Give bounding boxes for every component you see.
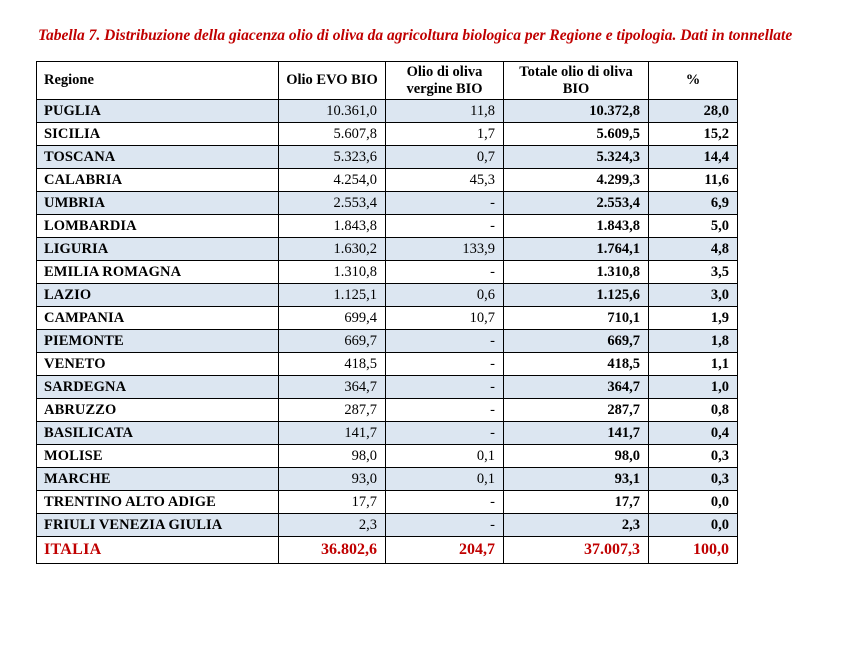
column-header-totale-olio-bio: Totale olio di oliva BIO bbox=[504, 61, 649, 99]
cell-regione: TRENTINO ALTO ADIGE bbox=[37, 491, 279, 514]
cell-percentuale: 6,9 bbox=[649, 192, 738, 215]
cell-olio-evo-bio: 141,7 bbox=[279, 422, 386, 445]
table-row bbox=[37, 376, 738, 399]
cell-olio-vergine-bio: - bbox=[386, 215, 504, 238]
cell-regione: UMBRIA bbox=[37, 192, 279, 215]
cell-percentuale: 4,8 bbox=[649, 238, 738, 261]
table-row bbox=[37, 514, 738, 537]
cell-olio-evo-bio: 699,4 bbox=[279, 307, 386, 330]
cell-percentuale: 0,3 bbox=[649, 468, 738, 491]
cell-regione: ITALIA bbox=[37, 537, 279, 564]
cell-totale-olio-bio: 1.125,6 bbox=[504, 284, 649, 307]
cell-olio-vergine-bio: - bbox=[386, 330, 504, 353]
cell-olio-evo-bio: 669,7 bbox=[279, 330, 386, 353]
table-row bbox=[37, 353, 738, 376]
cell-totale-olio-bio: 669,7 bbox=[504, 330, 649, 353]
table-row bbox=[37, 238, 738, 261]
cell-olio-vergine-bio: 0,1 bbox=[386, 445, 504, 468]
table-row bbox=[37, 100, 738, 123]
cell-olio-evo-bio: 10.361,0 bbox=[279, 100, 386, 123]
cell-olio-evo-bio: 5.323,6 bbox=[279, 146, 386, 169]
cell-totale-olio-bio: 2.553,4 bbox=[504, 192, 649, 215]
cell-olio-evo-bio: 2,3 bbox=[279, 514, 386, 537]
table-row bbox=[37, 215, 738, 238]
cell-olio-vergine-bio: 45,3 bbox=[386, 169, 504, 192]
cell-olio-vergine-bio: - bbox=[386, 491, 504, 514]
cell-percentuale: 3,5 bbox=[649, 261, 738, 284]
cell-regione: LAZIO bbox=[37, 284, 279, 307]
cell-olio-vergine-bio: 10,7 bbox=[386, 307, 504, 330]
table-row bbox=[37, 146, 738, 169]
table-row bbox=[37, 330, 738, 353]
cell-olio-evo-bio: 1.630,2 bbox=[279, 238, 386, 261]
cell-totale-olio-bio: 5.609,5 bbox=[504, 123, 649, 146]
table-row bbox=[37, 261, 738, 284]
cell-regione: SICILIA bbox=[37, 123, 279, 146]
cell-olio-vergine-bio: - bbox=[386, 514, 504, 537]
cell-olio-evo-bio: 36.802,6 bbox=[279, 537, 386, 564]
cell-totale-olio-bio: 93,1 bbox=[504, 468, 649, 491]
column-header-olio-evo-bio: Olio EVO BIO bbox=[279, 61, 386, 99]
cell-percentuale: 0,3 bbox=[649, 445, 738, 468]
cell-regione: EMILIA ROMAGNA bbox=[37, 261, 279, 284]
cell-totale-olio-bio: 710,1 bbox=[504, 307, 649, 330]
cell-olio-evo-bio: 2.553,4 bbox=[279, 192, 386, 215]
cell-regione: PUGLIA bbox=[37, 100, 279, 123]
cell-olio-evo-bio: 4.254,0 bbox=[279, 169, 386, 192]
cell-olio-vergine-bio: - bbox=[386, 261, 504, 284]
cell-percentuale: 14,4 bbox=[649, 146, 738, 169]
table-row bbox=[37, 399, 738, 422]
cell-regione: CAMPANIA bbox=[37, 307, 279, 330]
cell-totale-olio-bio: 364,7 bbox=[504, 376, 649, 399]
table-row bbox=[37, 284, 738, 307]
cell-percentuale: 1,8 bbox=[649, 330, 738, 353]
cell-percentuale: 0,4 bbox=[649, 422, 738, 445]
cell-percentuale: 1,0 bbox=[649, 376, 738, 399]
cell-percentuale: 5,0 bbox=[649, 215, 738, 238]
cell-olio-vergine-bio: - bbox=[386, 376, 504, 399]
cell-olio-vergine-bio: 0,7 bbox=[386, 146, 504, 169]
cell-totale-olio-bio: 1.764,1 bbox=[504, 238, 649, 261]
cell-totale-olio-bio: 98,0 bbox=[504, 445, 649, 468]
cell-percentuale: 28,0 bbox=[649, 100, 738, 123]
table-row bbox=[37, 491, 738, 514]
column-header-olio-vergine-bio: Olio di oliva vergine BIO bbox=[386, 61, 504, 99]
table-row bbox=[37, 445, 738, 468]
cell-percentuale: 15,2 bbox=[649, 123, 738, 146]
cell-totale-olio-bio: 287,7 bbox=[504, 399, 649, 422]
cell-olio-evo-bio: 98,0 bbox=[279, 445, 386, 468]
cell-percentuale: 11,6 bbox=[649, 169, 738, 192]
cell-olio-evo-bio: 5.607,8 bbox=[279, 123, 386, 146]
cell-percentuale: 0,0 bbox=[649, 491, 738, 514]
cell-regione: BASILICATA bbox=[37, 422, 279, 445]
cell-percentuale: 100,0 bbox=[649, 537, 738, 564]
cell-totale-olio-bio: 1.310,8 bbox=[504, 261, 649, 284]
cell-olio-vergine-bio: 0,1 bbox=[386, 468, 504, 491]
giacenza-table bbox=[36, 61, 738, 564]
table-row bbox=[37, 468, 738, 491]
cell-olio-evo-bio: 93,0 bbox=[279, 468, 386, 491]
cell-olio-vergine-bio: - bbox=[386, 353, 504, 376]
table-row bbox=[37, 123, 738, 146]
column-header-percentuale: % bbox=[649, 61, 738, 99]
cell-olio-evo-bio: 418,5 bbox=[279, 353, 386, 376]
cell-percentuale: 3,0 bbox=[649, 284, 738, 307]
table-header-row bbox=[37, 61, 738, 99]
column-header-regione: Regione bbox=[37, 61, 279, 99]
cell-totale-olio-bio: 17,7 bbox=[504, 491, 649, 514]
cell-totale-olio-bio: 37.007,3 bbox=[504, 537, 649, 564]
table-row-total bbox=[37, 537, 738, 564]
cell-olio-evo-bio: 1.125,1 bbox=[279, 284, 386, 307]
table-row bbox=[37, 422, 738, 445]
cell-totale-olio-bio: 10.372,8 bbox=[504, 100, 649, 123]
cell-olio-vergine-bio: 1,7 bbox=[386, 123, 504, 146]
cell-totale-olio-bio: 4.299,3 bbox=[504, 169, 649, 192]
cell-totale-olio-bio: 141,7 bbox=[504, 422, 649, 445]
cell-olio-evo-bio: 1.310,8 bbox=[279, 261, 386, 284]
cell-olio-vergine-bio: 0,6 bbox=[386, 284, 504, 307]
cell-regione: VENETO bbox=[37, 353, 279, 376]
cell-regione: TOSCANA bbox=[37, 146, 279, 169]
cell-regione: LOMBARDIA bbox=[37, 215, 279, 238]
table-row bbox=[37, 169, 738, 192]
cell-regione: MOLISE bbox=[37, 445, 279, 468]
cell-olio-vergine-bio: - bbox=[386, 422, 504, 445]
cell-regione: SARDEGNA bbox=[37, 376, 279, 399]
cell-percentuale: 0,8 bbox=[649, 399, 738, 422]
cell-totale-olio-bio: 5.324,3 bbox=[504, 146, 649, 169]
cell-percentuale: 1,9 bbox=[649, 307, 738, 330]
cell-regione: PIEMONTE bbox=[37, 330, 279, 353]
cell-totale-olio-bio: 1.843,8 bbox=[504, 215, 649, 238]
cell-regione: ABRUZZO bbox=[37, 399, 279, 422]
cell-olio-vergine-bio: 204,7 bbox=[386, 537, 504, 564]
cell-olio-vergine-bio: - bbox=[386, 399, 504, 422]
cell-totale-olio-bio: 2,3 bbox=[504, 514, 649, 537]
cell-olio-evo-bio: 1.843,8 bbox=[279, 215, 386, 238]
cell-olio-vergine-bio: 11,8 bbox=[386, 100, 504, 123]
cell-olio-evo-bio: 17,7 bbox=[279, 491, 386, 514]
table-row bbox=[37, 192, 738, 215]
table-header bbox=[37, 61, 738, 99]
cell-olio-evo-bio: 364,7 bbox=[279, 376, 386, 399]
cell-regione: LIGURIA bbox=[37, 238, 279, 261]
cell-olio-evo-bio: 287,7 bbox=[279, 399, 386, 422]
table-row bbox=[37, 307, 738, 330]
cell-olio-vergine-bio: 133,9 bbox=[386, 238, 504, 261]
cell-totale-olio-bio: 418,5 bbox=[504, 353, 649, 376]
cell-regione: CALABRIA bbox=[37, 169, 279, 192]
table-caption: Tabella 7. Distribuzione della giacenza olio di oliva da agricoltura biologica per Regione e tipologia. Dati in tonnellate bbox=[38, 27, 793, 44]
cell-regione: FRIULI VENEZIA GIULIA bbox=[37, 514, 279, 537]
table-body bbox=[37, 100, 738, 564]
cell-olio-vergine-bio: - bbox=[386, 192, 504, 215]
cell-percentuale: 1,1 bbox=[649, 353, 738, 376]
cell-regione: MARCHE bbox=[37, 468, 279, 491]
cell-percentuale: 0,0 bbox=[649, 514, 738, 537]
